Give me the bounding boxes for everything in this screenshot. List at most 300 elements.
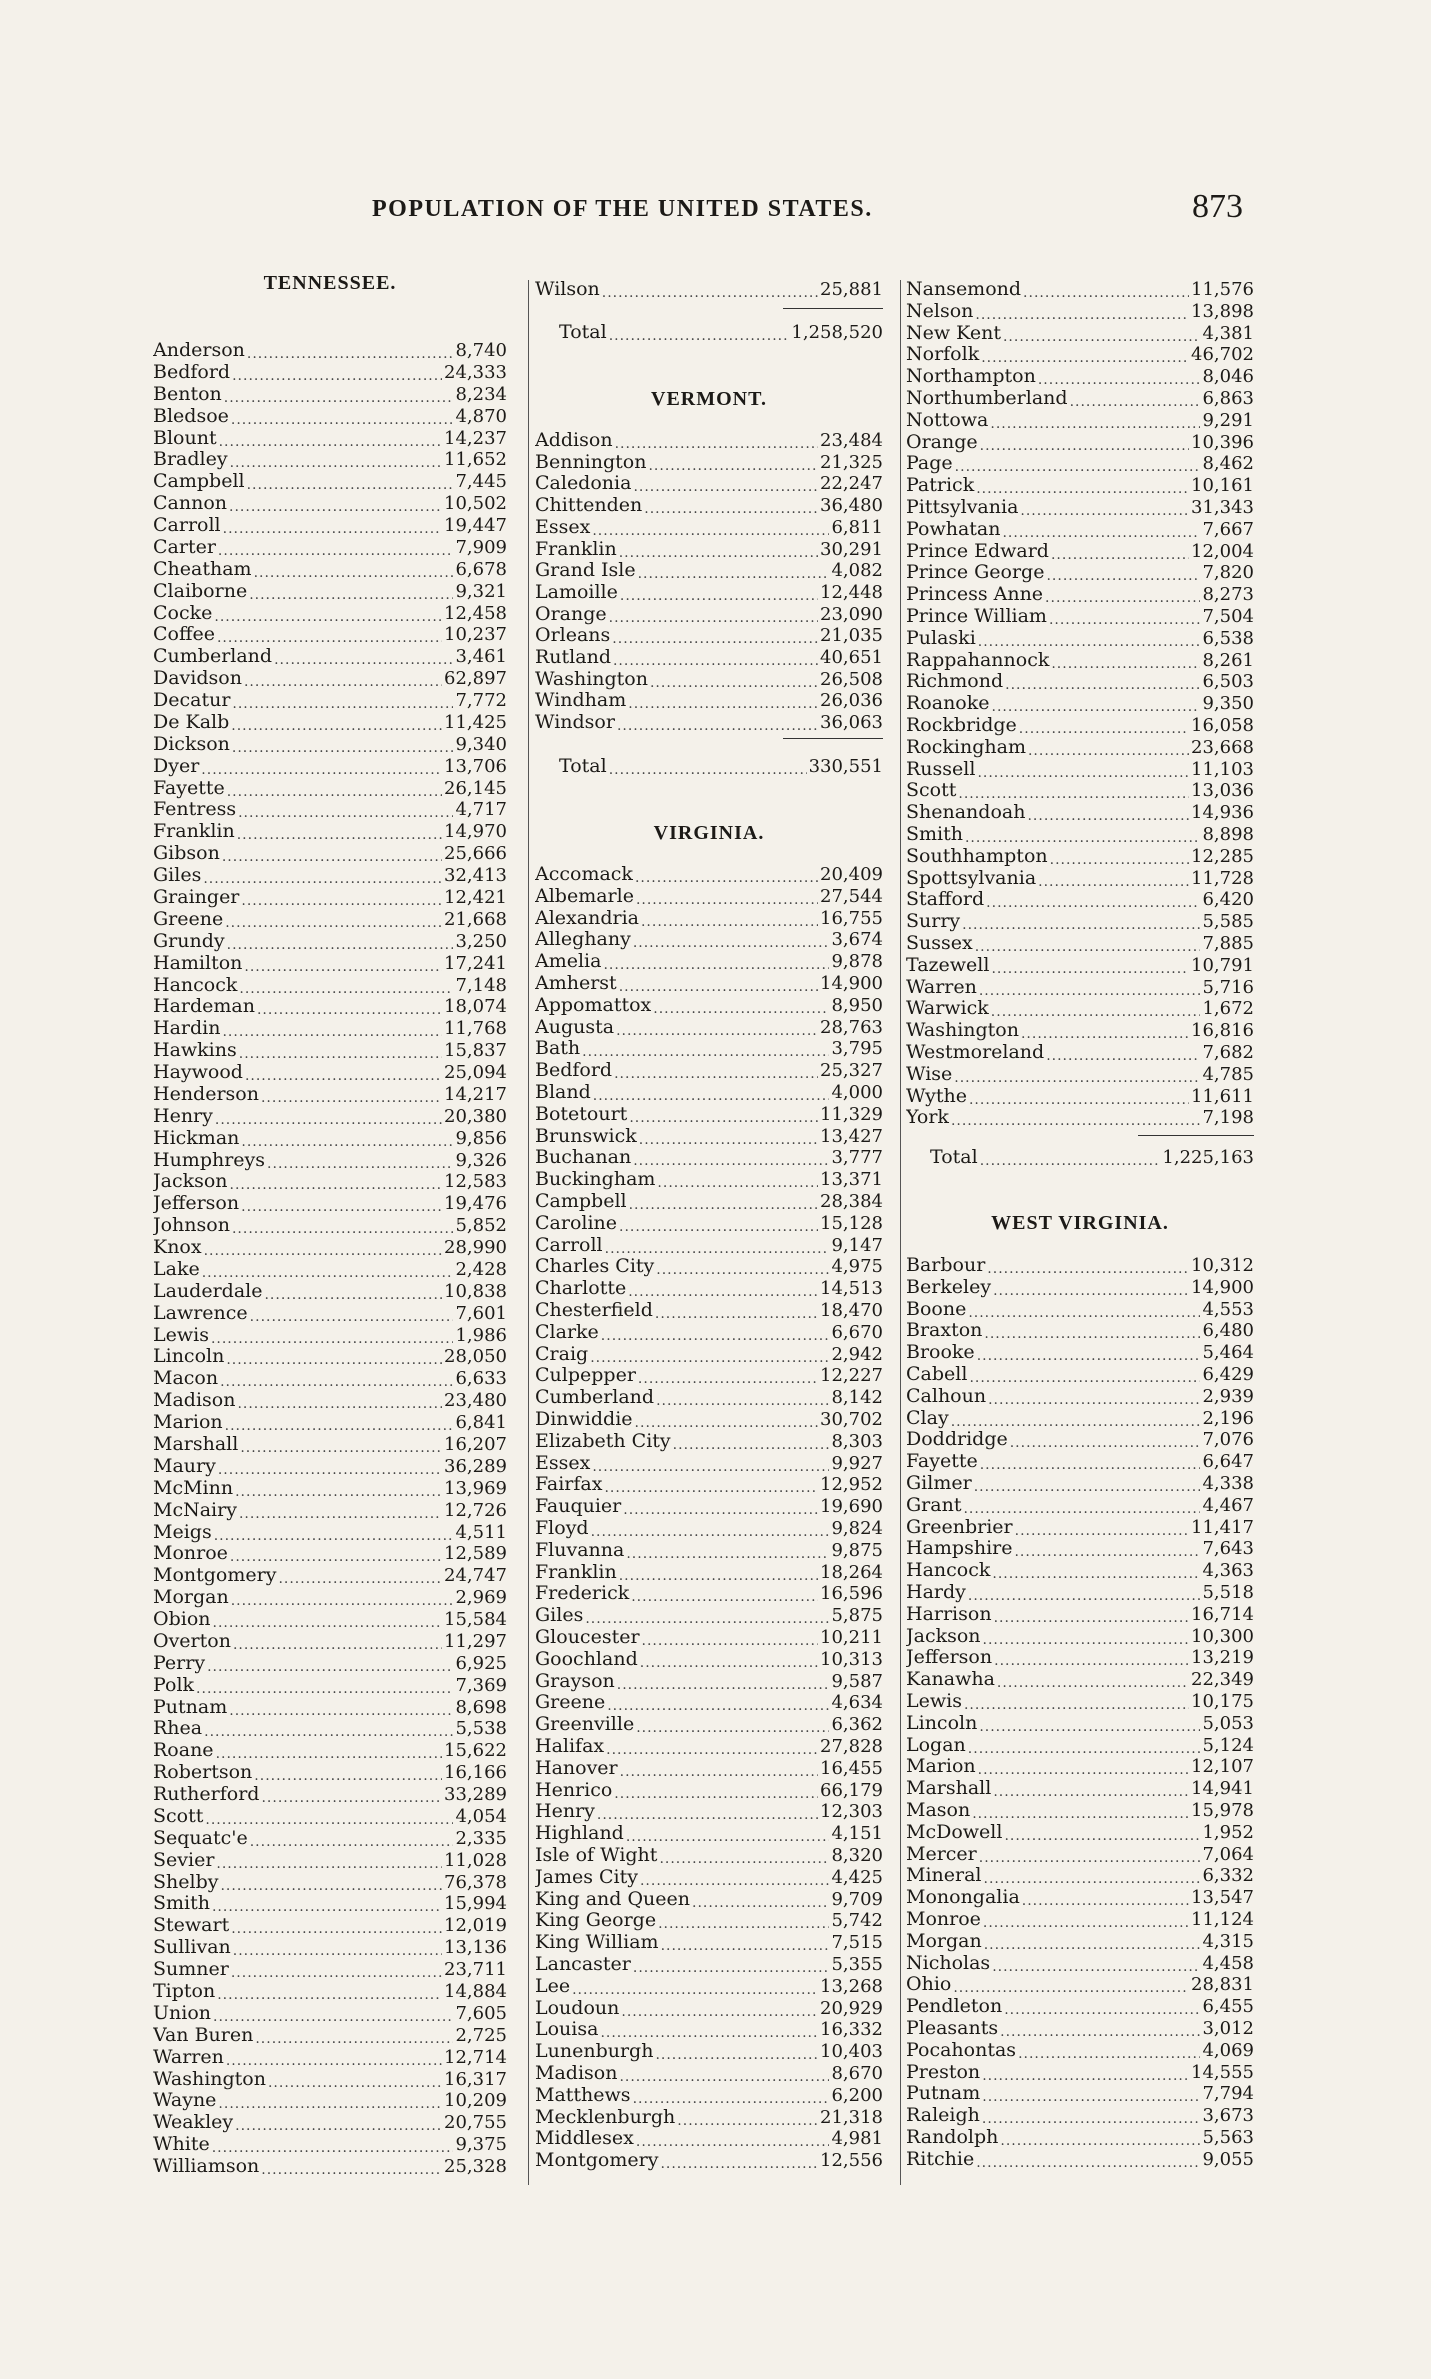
county-name: Lawrence (153, 1302, 248, 1324)
county-name: Morgan (906, 1930, 982, 1952)
dot-leader (241, 894, 442, 908)
county-row (906, 1277, 1254, 1298)
dot-leader (597, 1808, 818, 1822)
population-value: 10,209 (444, 2090, 507, 2112)
dot-leader (241, 1200, 442, 1214)
dot-leader (1046, 1049, 1200, 1063)
dot-leader (609, 611, 818, 625)
county-name: Sumner (153, 1959, 229, 1981)
county-row (153, 734, 507, 755)
dot-leader (224, 391, 454, 405)
county-name: Orange (906, 431, 978, 453)
dot-leader (979, 1720, 1200, 1734)
county-name: Northumberland (906, 388, 1068, 409)
population-value: 36,289 (444, 1455, 507, 1477)
county-name: Washington (153, 2068, 266, 2090)
dot-leader (976, 482, 1189, 496)
county-name: Caroline (535, 1212, 618, 1234)
population-value: 28,831 (1191, 1974, 1254, 1996)
dot-leader (968, 1742, 1201, 1756)
population-value: 21,318 (820, 2106, 883, 2128)
county-name: Lamoille (535, 581, 618, 603)
county-row (153, 2003, 507, 2024)
population-value: 7,601 (455, 1302, 507, 1324)
county-name: Rutland (535, 647, 611, 668)
county-name: Nicholas (906, 1952, 991, 1974)
county-row (535, 995, 883, 1016)
population-value: 36,480 (820, 495, 883, 517)
county-row (153, 1609, 507, 1630)
county-row (906, 1844, 1254, 1865)
county-row (535, 864, 883, 885)
county-row (906, 2127, 1254, 2148)
county-name: Davidson (153, 668, 242, 690)
population-value: 21,035 (820, 625, 883, 647)
county-row (153, 887, 507, 908)
dot-leader (217, 631, 442, 645)
county-name: Polk (153, 1674, 195, 1696)
county-name: Grant (906, 1494, 962, 1516)
dot-leader (629, 1198, 818, 1212)
dot-leader (241, 1135, 453, 1149)
county-row (906, 1800, 1254, 1821)
dot-leader (255, 2032, 453, 2046)
dot-leader (229, 1704, 453, 1718)
county-row (906, 1865, 1254, 1886)
county-name: Buckingham (535, 1169, 656, 1191)
total-rule (783, 738, 883, 739)
population-value: 4,785 (1202, 1063, 1254, 1085)
county-name: Norfolk (906, 344, 980, 366)
dot-leader (992, 1960, 1200, 1974)
population-value: 5,563 (1202, 2127, 1254, 2148)
dot-leader (980, 1154, 1161, 1168)
county-row (153, 603, 507, 624)
dot-leader (1050, 853, 1189, 867)
population-value: 16,596 (820, 1583, 883, 1605)
county-row (153, 1412, 507, 1433)
county-row (153, 1740, 507, 1761)
county-name: Preston (906, 2061, 981, 2083)
county-name: Monongalia (906, 1887, 1020, 1909)
population-value: 19,476 (444, 1193, 507, 1215)
county-row (535, 1235, 883, 1256)
county-name: Mineral (906, 1865, 982, 1887)
county-row (535, 1191, 883, 1212)
population-value: 8,740 (455, 340, 507, 361)
county-row (535, 2107, 883, 2128)
county-row (535, 886, 883, 907)
dot-leader (976, 2156, 1200, 2170)
county-name: Augusta (535, 1016, 615, 1038)
population-value: 2,725 (455, 2024, 507, 2046)
county-row (906, 1822, 1254, 1843)
county-row (906, 2018, 1254, 2039)
county-row (906, 1364, 1254, 1385)
population-value: 4,069 (1202, 2039, 1254, 2061)
county-name: Macon (153, 1368, 219, 1390)
population-value: 7,148 (455, 974, 507, 996)
county-row (906, 1299, 1254, 1320)
population-value: 4,425 (831, 1866, 883, 1888)
county-row (535, 1518, 883, 1539)
county-name: Warren (153, 2046, 224, 2068)
dot-leader (609, 329, 790, 343)
county-row (535, 2019, 883, 2040)
dot-leader (656, 1394, 829, 1408)
county-row (906, 1429, 1254, 1450)
population-value: 11,417 (1191, 1516, 1254, 1538)
county-row (906, 2062, 1254, 2083)
dot-leader (1046, 569, 1200, 583)
county-name: Meigs (153, 1521, 212, 1543)
county-row (906, 1320, 1254, 1341)
population-value: 16,166 (444, 1762, 507, 1784)
population-value: 12,952 (820, 1474, 883, 1496)
county-name: Hampshire (906, 1538, 1013, 1560)
population-value: 9,291 (1202, 409, 1254, 431)
county-row (906, 1020, 1254, 1041)
population-value: 16,207 (444, 1434, 507, 1455)
county-row (153, 1062, 507, 1083)
population-value: 7,667 (1202, 518, 1254, 540)
county-row (153, 1631, 507, 1652)
county-name: Rockingham (906, 736, 1026, 758)
population-value: 9,055 (1202, 2148, 1254, 2170)
population-value: 18,264 (820, 1561, 883, 1583)
county-row (906, 889, 1254, 910)
dot-leader (980, 439, 1189, 453)
county-name: Fauquier (535, 1496, 622, 1518)
population-value: 12,589 (444, 1543, 507, 1565)
county-name: Gloucester (535, 1627, 640, 1648)
county-row (535, 973, 883, 994)
county-row (535, 1910, 883, 1931)
county-row (906, 519, 1254, 540)
dot-leader (582, 1045, 829, 1059)
county-row (906, 955, 1254, 976)
county-row (535, 1344, 883, 1365)
dot-leader (220, 1375, 453, 1389)
county-name: Union (153, 2002, 212, 2024)
county-name: York (906, 1107, 949, 1129)
county-name: Frederick (535, 1583, 630, 1605)
dot-leader (979, 1851, 1201, 1865)
county-row (906, 1756, 1254, 1777)
population-value: 22,349 (1191, 1669, 1254, 1691)
dot-leader (254, 1769, 442, 1783)
population-value: 9,147 (831, 1234, 883, 1256)
dot-leader (203, 872, 442, 886)
population-value: 10,300 (1191, 1625, 1254, 1647)
county-row (153, 340, 507, 361)
population-value: 11,297 (444, 1630, 507, 1652)
county-row (535, 1387, 883, 1408)
county-name: Braxton (906, 1320, 983, 1342)
county-row (535, 2041, 883, 2062)
county-name: Rutherford (153, 1784, 260, 1806)
county-row (906, 1974, 1254, 1995)
population-value: 5,852 (455, 1215, 507, 1237)
county-name: Van Buren (153, 2024, 254, 2046)
population-value: 21,325 (820, 451, 883, 473)
county-row (906, 650, 1254, 671)
dot-leader (212, 2141, 454, 2155)
county-name: Williamson (153, 2156, 260, 2178)
county-name: De Kalb (153, 711, 230, 733)
dot-leader (225, 1419, 454, 1433)
county-row (153, 406, 507, 427)
population-value: 23,484 (820, 430, 883, 451)
county-name: Accomack (535, 864, 633, 885)
population-value: 2,942 (831, 1343, 883, 1365)
dot-leader (249, 588, 453, 602)
county-name: Ohio (906, 1974, 952, 1996)
dot-leader (955, 460, 1201, 474)
county-row (535, 1256, 883, 1277)
county-name: Lewis (906, 1691, 962, 1712)
population-value: 2,196 (1202, 1407, 1254, 1429)
county-row (535, 712, 883, 733)
county-row (535, 1801, 883, 1822)
population-value: 12,421 (444, 887, 507, 908)
dot-leader (233, 1638, 442, 1652)
county-row (906, 1107, 1254, 1128)
population-value: 14,941 (1191, 1778, 1254, 1800)
population-value: 12,583 (444, 1171, 507, 1193)
population-value: 10,791 (1191, 954, 1254, 976)
total-value: 330,551 (808, 756, 883, 777)
dot-leader (655, 1307, 818, 1321)
population-value: 15,622 (444, 1740, 507, 1762)
county-name: Clay (906, 1407, 949, 1429)
county-name: Coffee (153, 624, 215, 646)
population-value: 5,585 (1202, 911, 1254, 933)
dot-leader (1003, 330, 1200, 344)
county-row (535, 1583, 883, 1604)
population-value: 13,706 (444, 755, 507, 777)
population-value: 7,605 (455, 2002, 507, 2024)
dot-leader (211, 1332, 454, 1346)
dot-leader (614, 1067, 818, 1081)
population-value: 12,448 (820, 581, 883, 603)
county-row (153, 1346, 507, 1367)
county-row (153, 515, 507, 536)
population-value: 9,875 (831, 1539, 883, 1561)
dot-leader (1004, 1829, 1200, 1843)
population-value: 10,237 (444, 624, 507, 646)
county-name: Greene (153, 908, 224, 930)
population-value: 16,455 (820, 1757, 883, 1779)
population-value: 13,427 (820, 1125, 883, 1147)
county-row (153, 1718, 507, 1739)
county-name: Rhea (153, 1718, 203, 1740)
dot-leader (975, 308, 1189, 322)
county-name: Windham (535, 690, 627, 712)
dot-leader (969, 1371, 1200, 1385)
county-name: Cheatham (153, 558, 252, 580)
dot-leader (982, 2069, 1189, 2083)
county-row (153, 799, 507, 820)
population-value: 3,674 (831, 929, 883, 951)
dot-leader (214, 1529, 454, 1543)
population-value: 14,217 (444, 1083, 507, 1105)
dot-leader (626, 1547, 829, 1561)
county-name: Berkeley (906, 1276, 992, 1298)
county-row (535, 2085, 883, 2106)
population-value: 6,420 (1202, 889, 1254, 911)
dot-leader (213, 2010, 453, 2024)
dot-leader (644, 502, 818, 516)
county-name: Humphreys (153, 1149, 266, 1171)
population-value: 7,682 (1202, 1042, 1254, 1063)
dot-leader (983, 1633, 1189, 1647)
dot-leader (972, 1807, 1189, 1821)
dot-leader (619, 546, 818, 560)
population-value: 2,428 (455, 1258, 507, 1280)
county-row (535, 1562, 883, 1583)
dot-leader (225, 916, 442, 930)
dot-leader (640, 1874, 829, 1888)
county-name: Cocke (153, 602, 213, 624)
county-row (153, 1937, 507, 1958)
county-name: Anderson (153, 340, 245, 361)
population-value: 18,074 (444, 996, 507, 1018)
dot-leader (660, 2157, 818, 2171)
county-name: Nansemond (906, 279, 1022, 300)
population-value: 2,969 (455, 1587, 507, 1609)
population-value: 11,576 (1191, 279, 1254, 300)
county-name: Bedford (535, 1060, 613, 1082)
county-row (153, 471, 507, 492)
population-value: 8,303 (831, 1430, 883, 1452)
dot-leader (244, 675, 442, 689)
dot-leader (636, 893, 818, 907)
dot-leader (1018, 2047, 1200, 2061)
county-name: Mercer (906, 1843, 977, 1865)
county-row (906, 977, 1254, 998)
county-row (153, 996, 507, 1017)
county-name: Albemarle (535, 885, 634, 907)
county-row (906, 1713, 1254, 1734)
county-row (535, 2063, 883, 2084)
county-name: Grainger (153, 887, 240, 908)
dot-leader (981, 351, 1189, 365)
population-value: 12,107 (1191, 1756, 1254, 1778)
population-value: 18,470 (820, 1300, 883, 1321)
dot-leader (231, 719, 442, 733)
population-value: 7,064 (1202, 1843, 1254, 1865)
county-name: Isle of Wight (535, 1845, 658, 1866)
county-name: Monroe (906, 1909, 981, 1930)
county-name: Appomattox (535, 994, 652, 1016)
county-row (153, 449, 507, 470)
population-value: 12,004 (1191, 540, 1254, 562)
dot-leader (1027, 809, 1189, 823)
county-row (906, 1560, 1254, 1581)
population-value: 11,652 (444, 449, 507, 471)
dot-leader (1010, 1436, 1201, 1450)
county-name: Elizabeth City (535, 1430, 671, 1452)
population-value: 16,714 (1191, 1603, 1254, 1625)
population-value: 9,709 (831, 1888, 883, 1910)
county-row (535, 1932, 883, 1953)
dot-leader (954, 1071, 1200, 1085)
county-name: Carroll (153, 515, 221, 537)
county-row (535, 1409, 883, 1430)
total-value: 1,258,520 (791, 322, 883, 343)
county-name: Putnam (153, 1696, 228, 1718)
dot-leader (965, 831, 1200, 845)
county-row (906, 824, 1254, 845)
dot-leader (227, 938, 454, 952)
county-row (906, 737, 1254, 758)
dot-leader (572, 1983, 818, 1997)
dot-leader (983, 1916, 1189, 1930)
county-name: Chittenden (535, 495, 643, 517)
population-value: 4,717 (455, 799, 507, 821)
dot-leader (658, 1917, 829, 1931)
county-name: Ritchie (906, 2148, 975, 2170)
dot-leader (216, 1857, 442, 1871)
population-value: 16,058 (1191, 715, 1254, 736)
county-name: Henry (153, 1105, 213, 1127)
population-value: 13,268 (820, 1975, 883, 1997)
county-row (906, 1735, 1254, 1756)
population-value: 13,136 (444, 1937, 507, 1959)
population-value: 8,142 (831, 1387, 883, 1409)
county-name: Sussex (906, 933, 973, 954)
county-name: Windsor (535, 712, 615, 734)
dot-leader (951, 1114, 1201, 1128)
county-row (535, 1038, 883, 1059)
population-value: 14,900 (1191, 1276, 1254, 1298)
dot-leader (232, 1222, 454, 1236)
dot-leader (607, 1699, 829, 1713)
county-row (906, 497, 1254, 518)
population-value: 9,878 (831, 951, 883, 973)
county-name: Franklin (535, 1561, 617, 1583)
county-row (906, 475, 1254, 496)
county-row (153, 2156, 507, 2177)
population-value: 13,969 (444, 1477, 507, 1499)
dot-leader (1005, 678, 1200, 692)
dot-leader (201, 763, 442, 777)
dot-leader (962, 918, 1200, 932)
population-value: 20,380 (444, 1105, 507, 1127)
state-heading: WEST VIRGINIA. (991, 1212, 1169, 1234)
dot-leader (261, 1091, 442, 1105)
county-row (153, 1522, 507, 1543)
county-name: Alleghany (535, 929, 631, 951)
dot-leader (628, 697, 818, 711)
county-name: Charlotte (535, 1278, 627, 1300)
dot-leader (633, 480, 818, 494)
dot-leader (623, 1503, 818, 1517)
county-name: Roane (153, 1740, 214, 1762)
county-name: Russell (906, 758, 976, 780)
total-row (535, 322, 883, 343)
dot-leader (629, 1111, 818, 1125)
population-value: 12,303 (820, 1801, 883, 1823)
county-row (535, 647, 883, 668)
county-row (535, 1496, 883, 1517)
county-name: Richmond (906, 671, 1004, 693)
dot-leader (619, 1569, 818, 1583)
county-row (153, 1762, 507, 1783)
county-row (906, 2040, 1254, 2061)
dot-leader (592, 524, 829, 538)
